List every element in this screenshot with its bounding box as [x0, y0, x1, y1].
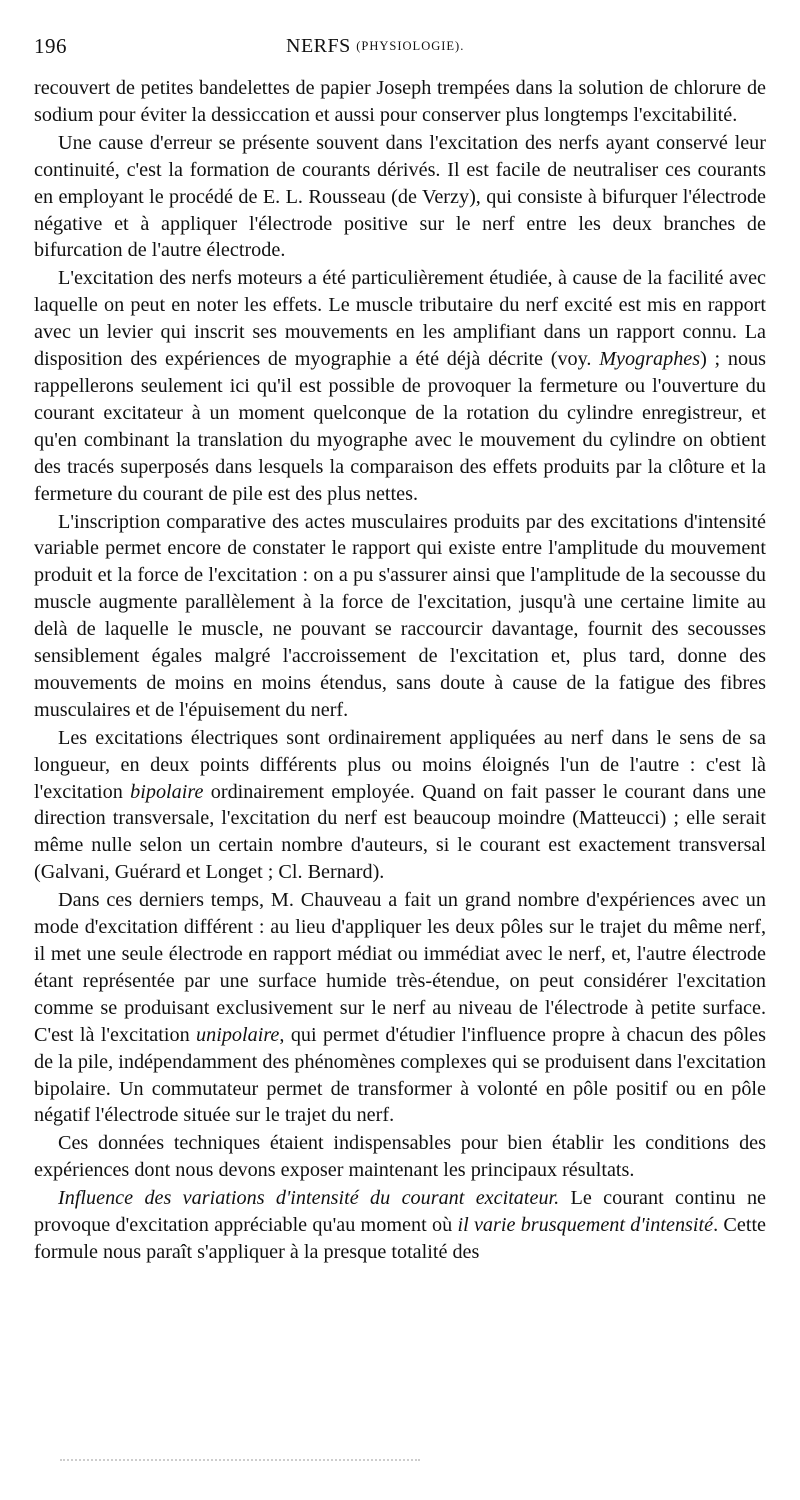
paragraph-run: Dans ces derniers temps, M. Chauveau a fait un grand nombre d'expériences avec un mode d'excitation différent : au lieu d'appliquer les deux pôles sur le trajet du même nerf, il met une seule électrode en rapport médiat ou immédiat avec le nerf, et, l'autre électrode étant représentée par une surface humide très-étendue, on peut considérer l'excitation comme se produisant exclusivement sur le nerf au niveau de l'électrode à petite surface. C'est là l'excitation [34, 889, 766, 1046]
paragraph-run: L'inscription comparative des actes musculaires produits par des excitations d'intensité variable permet encore de constater le rapport qui existe entre l'amplitude du mouvement produit et la force de l'excitation : on a pu s'assurer ainsi que l'amplitude de la secousse du muscle augmente parallèlement à la force de l'excitation, jusqu'à une certaine limite au delà de laquelle le muscle, ne pouvant se raccourcir davantage, fournit des secousses sensiblement égales malgré l'accroissement de l'excitation et, plus tard, donne des mouvements de moins en moins étendus, sans doute à cause de la fatigue des fibres musculaires et de l'épuisement du nerf. [34, 510, 766, 721]
paragraph-run-italic: Influence des variations d'intensité du courant excitateur. [58, 1187, 560, 1210]
running-head-subtitle: (PHYSIOLOGIE). [356, 39, 465, 53]
paragraph-run-italic: bipolaire [130, 780, 204, 803]
paragraph [34, 130, 766, 265]
paragraph-run-italic: il varie brusquement d'intensité [457, 1214, 714, 1237]
paragraph [34, 887, 766, 1129]
body-text [34, 75, 766, 1266]
paragraph-run: Le courant continu ne provoque d'excitation appréciable qu'au moment où [34, 1187, 766, 1237]
paragraph-run: Une cause d'erreur se présente souvent dans l'excitation des nerfs ayant conservé leur continuité, c'est la formation de courants dérivés. Il est facile de neutraliser ces courants en employant le procédé de E. L. Rousseau (de Verzy), qui consiste à bifurquer l'électrode négative et à appliquer l'électrode positive sur le nerf entre les deux branches de bifurcation de l'autre électrode. [34, 131, 766, 262]
paragraph [34, 1185, 766, 1266]
paragraph [34, 265, 766, 507]
paragraph [34, 1130, 766, 1184]
page-number: 196 [34, 34, 67, 58]
paragraph-run: ) ; nous rappellerons seulement ici qu'il est possible de provoquer la fermeture ou l'ouverture du courant excitateur à un moment quelconque de la rotation du cylindre enregistreur, et qu'en combinant la translation du myographe avec le mouvement du cylindre on obtient des tracés superposés dans lesquels la comparaison des effets produits par la clôture et la fermeture du courant de pile est des plus nettes. [34, 348, 767, 505]
paragraph-run: ordinairement employée. Quand on fait passer le courant dans une direction transversale, l'excitation du nerf est beaucoup moindre (Matteucci) ; elle serait même nulle selon un certain nombre d'auteurs, si le courant est exactement transversal (Galvani, Guérard et Longet ; Cl. Bernard). [34, 780, 766, 884]
paragraph-run: Les excitations électriques sont ordinairement appliquées au nerf dans le sens de sa longueur, en deux points différents plus ou moins éloignés l'un de l'autre : c'est là l'excitation [34, 726, 766, 803]
page-header [34, 33, 766, 63]
paragraph [34, 725, 766, 886]
running-head [286, 33, 464, 59]
paragraph-run: L'excitation des nerfs moteurs a été particulièrement étudiée, à cause de la facilité avec laquelle on peut en noter les effets. Le muscle tributaire du nerf excité est mis en rapport avec un levier qui inscrit ses mouvements en les amplifiant dans un rapport connu. La disposition des expériences de myographie a été déjà décrite (voy. [34, 267, 766, 371]
paragraph-run-italic: Myographes [599, 348, 701, 371]
paragraph-run: . Cette formule nous paraît s'appliquer à la presque totalité des [34, 1214, 767, 1263]
paragraph-run: Ces données techniques étaient indispensables pour bien établir les conditions des expériences dont nous devons exposer maintenant les principaux résultats. [34, 1132, 766, 1182]
paragraph-run: , qui permet d'étudier l'influence propre à chacun des pôles de la pile, indépendamment des phénomènes complexes qui se produisent dans l'excitation bipolaire. Un commutateur permet de transformer à volonté en pôle positif ou en pôle négatif l'électrode située sur le trajet du nerf. [34, 1023, 766, 1127]
running-head-title: NERFS [286, 35, 351, 57]
paragraph-run-italic: unipolaire [196, 1023, 280, 1046]
paragraph-run: recouvert de petites bandelettes de papier Joseph trempées dans la solution de chlorure de sodium pour éviter la dessiccation et aussi pour conserver plus longtemps l'excitabilité. [34, 77, 766, 126]
scan-artifact-marks [60, 1459, 420, 1467]
paragraph [34, 509, 766, 724]
paragraph [34, 75, 766, 129]
